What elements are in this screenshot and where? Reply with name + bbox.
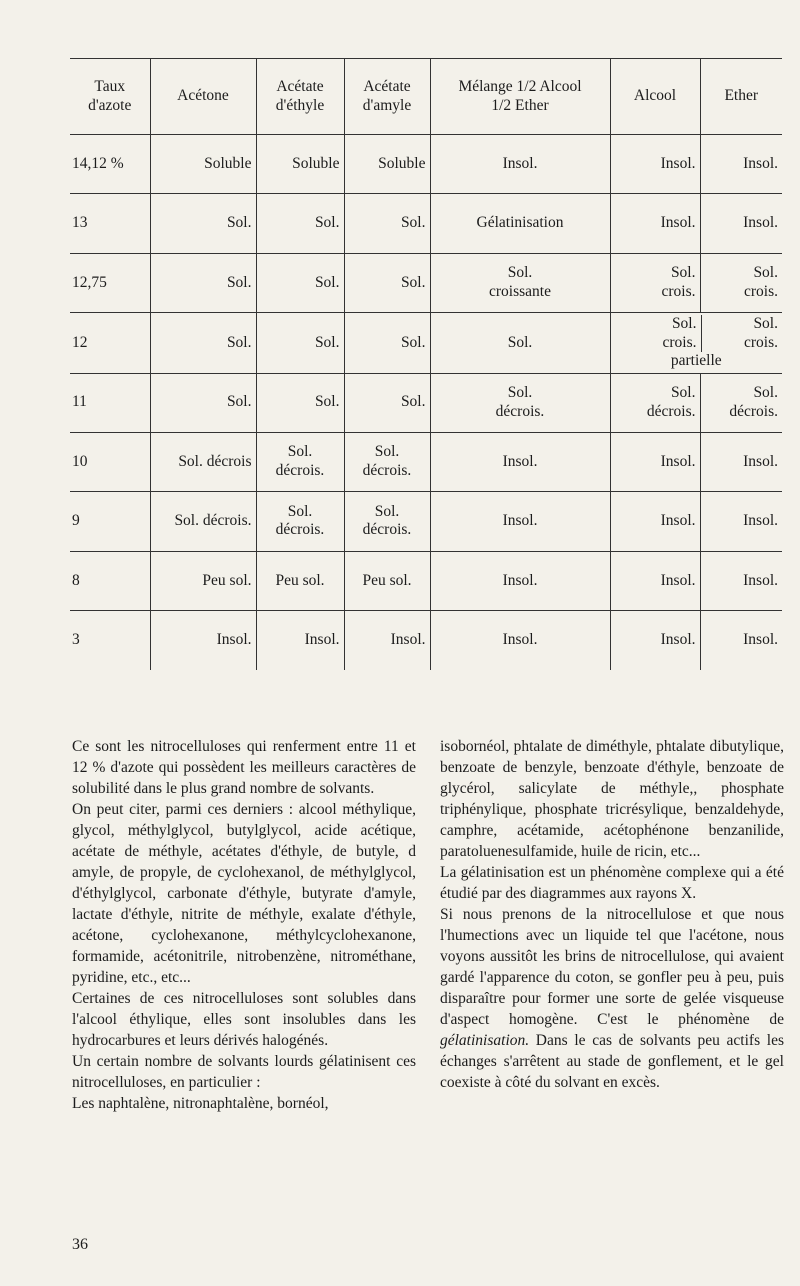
cell-melange: Gélatinisation — [430, 194, 610, 253]
cell-acetone: Soluble — [150, 135, 256, 194]
cell-acetate-amyle: Insol. — [344, 611, 430, 670]
header-taux-azote: Taux d'azote — [70, 59, 150, 135]
table-row — [70, 432, 782, 491]
right-column — [440, 736, 784, 1114]
cell-taux: 14,12 % — [70, 135, 150, 194]
cell-alcool-ether-merged — [610, 313, 782, 373]
header-ether: Ether — [700, 59, 782, 135]
cell-acetate-ethyle: Insol. — [256, 611, 344, 670]
table-row — [70, 313, 782, 373]
paragraph: On peut citer, parmi ces derniers : alcool méthylique, glycol, méthylglycol, butylglycol, acide acétique, acétate de méthyle, acétates d'éthyle, de butyle, d amyle, de propyle, de cyclohexanol, de méthylglycol, d'éthylglycol, carbonate d'éthyle, butyrate d'amyle, lactate d'éthyle, nitrite de méthyle, exalate d'éthyle, acétone, cyclohexanone, méthylcyclohexanone, formamide, acétonitrile, nitrobenzène, nitrométhane, pyridine, etc., etc... — [72, 801, 416, 986]
cell-melange: Insol. — [430, 551, 610, 610]
cell-acetone: Sol. — [150, 253, 256, 312]
cell-acetone: Sol. décrois. — [150, 492, 256, 551]
cell-acetone: Peu sol. — [150, 551, 256, 610]
cell-acetate-amyle: Sol. — [344, 194, 430, 253]
paragraph: Les naphtalène, nitronaphtalène, bornéol, — [72, 1095, 329, 1112]
cell-ether: Insol. — [700, 611, 782, 670]
cell-alcool: Insol. — [610, 611, 700, 670]
cell-alcool: Insol. — [610, 432, 700, 491]
cell-acetate-amyle: Peu sol. — [344, 551, 430, 610]
table-header-row — [70, 59, 782, 135]
cell-alcool: Sol. crois. — [662, 314, 697, 351]
cell-taux: 8 — [70, 551, 150, 610]
header-acetone: Acétone — [150, 59, 256, 135]
cell-acetate-ethyle: Soluble — [256, 135, 344, 194]
cell-melange: Insol. — [430, 492, 610, 551]
cell-alcool: Insol. — [610, 194, 700, 253]
cell-ether: Insol. — [700, 432, 782, 491]
emphasis-gelatinisation: gélatinisation. — [440, 1032, 530, 1049]
paragraph: Un certain nombre de solvants lourds gélatinisent ces nitrocelluloses, en particulier : — [72, 1053, 416, 1091]
cell-acetate-amyle: Soluble — [344, 135, 430, 194]
left-column — [72, 736, 416, 1114]
table-row — [70, 373, 782, 432]
table-row — [70, 135, 782, 194]
cell-melange: Insol. — [430, 432, 610, 491]
paragraph: isobornéol, phtalate de diméthyle, phtalate dibutylique, benzoate de benzyle, benzoate d'éthyle, benzoate de glycérol, salicylate de méthyle,, phosphate triphénylique, phosphate tricrésylique, benzaldehyde, camphre, acétamide, acétophénone benzanilide, paratoluenesulfamide, huile de ricin, etc... — [440, 738, 784, 860]
cell-taux: 11 — [70, 373, 150, 432]
cell-alcool: Sol. crois. — [610, 253, 700, 312]
cell-acetate-ethyle: Sol. — [256, 373, 344, 432]
cell-ether: Sol. décrois. — [700, 373, 782, 432]
page-number: 36 — [72, 1236, 88, 1253]
table-row — [70, 194, 782, 253]
cell-melange: Insol. — [430, 135, 610, 194]
cell-acetate-ethyle: Sol. décrois. — [256, 492, 344, 551]
paragraph: La gélatinisation est un phénomène complexe qui a été étudié par des diagrammes aux rayons X. — [440, 864, 784, 902]
cell-acetate-amyle: Sol. — [344, 253, 430, 312]
cell-acetate-ethyle: Sol. — [256, 313, 344, 373]
cell-melange: Sol. croissante — [430, 253, 610, 312]
header-acetate-ethyle: Acétate d'éthyle — [256, 59, 344, 135]
cell-acetone: Sol. décrois — [150, 432, 256, 491]
cell-ether: Insol. — [700, 135, 782, 194]
cell-ether: Insol. — [700, 492, 782, 551]
paragraph: Ce sont les nitrocelluloses qui renferment entre 11 et 12 % d'azote qui possèdent les meilleurs caractères de solubilité dans le plus grand nombre de solvants. — [72, 738, 416, 797]
table-row — [70, 253, 782, 312]
table-row — [70, 551, 782, 610]
cell-acetate-ethyle: Sol. — [256, 194, 344, 253]
cell-acetone: Sol. — [150, 194, 256, 253]
cell-ether: Sol. crois. — [700, 253, 782, 312]
merged-top — [611, 315, 783, 352]
paragraph-text: Dans le cas de solvants peu actifs les échanges s'arrêtent au stade de gonflement, et le gel coexiste à côté du solvant en excès. — [440, 1032, 784, 1091]
cell-ether: Insol. — [700, 551, 782, 610]
header-melange: Mélange 1/2 Alcool 1/2 Ether — [430, 59, 610, 135]
cell-taux: 3 — [72, 631, 80, 649]
cell-acetate-amyle: Sol. — [344, 313, 430, 373]
cell-alcool: Sol. décrois. — [610, 373, 700, 432]
cell-acetate-ethyle: Peu sol. — [256, 551, 344, 610]
header-alcool: Alcool — [610, 59, 700, 135]
table-row — [70, 492, 782, 551]
cell-acetone: Insol. — [150, 611, 256, 670]
table-row — [70, 611, 782, 670]
cell-melange: Insol. — [430, 611, 610, 670]
cell-alcool: Insol. — [610, 135, 700, 194]
cell-melange: Sol. — [430, 313, 610, 373]
cell-acetate-ethyle: Sol. décrois. — [256, 432, 344, 491]
cell-taux: 9 — [70, 492, 150, 551]
cell-acetate-amyle: Sol. décrois. — [344, 492, 430, 551]
cell-taux: 10 — [70, 432, 150, 491]
cell-alcool: Insol. — [610, 492, 700, 551]
cell-taux: 12 — [70, 313, 150, 373]
paragraph-text: Si nous prenons de la nitrocellulose et que nous l'humections avec un liquide tel que l'acétone, nous voyons aussitôt les brins de nitrocellulose, qui avaient gardé l'apparence du coton, se gonfler peu à peu, puis disparaître pour former une sorte de gelée visqueuse d'aspect homogène. C'est le phénomène de — [440, 906, 784, 1028]
cell-alcool: Insol. — [610, 551, 700, 610]
cell-ether: Sol. crois. — [701, 315, 783, 352]
cell-taux: 13 — [70, 194, 150, 253]
cell-acetate-amyle: Sol. — [344, 373, 430, 432]
cell-melange: Sol. décrois. — [430, 373, 610, 432]
cell-taux: 12,75 — [70, 253, 150, 312]
paragraph: Certaines de ces nitrocelluloses sont solubles dans l'alcool éthylique, elles sont insolubles dans les hydrocarbures et leurs dérivés halogénés. — [72, 990, 416, 1049]
paragraph — [440, 904, 784, 1093]
header-acetate-amyle: Acétate d'amyle — [344, 59, 430, 135]
span-note-partielle: partielle — [670, 352, 722, 370]
text-columns — [72, 736, 784, 1114]
cell-ether: Insol. — [700, 194, 782, 253]
cell-acetate-ethyle: Sol. — [256, 253, 344, 312]
cell-acetone: Sol. — [150, 373, 256, 432]
solubility-table — [70, 58, 782, 670]
cell-acetone: Sol. — [150, 313, 256, 373]
cell-acetate-amyle: Sol. décrois. — [344, 432, 430, 491]
